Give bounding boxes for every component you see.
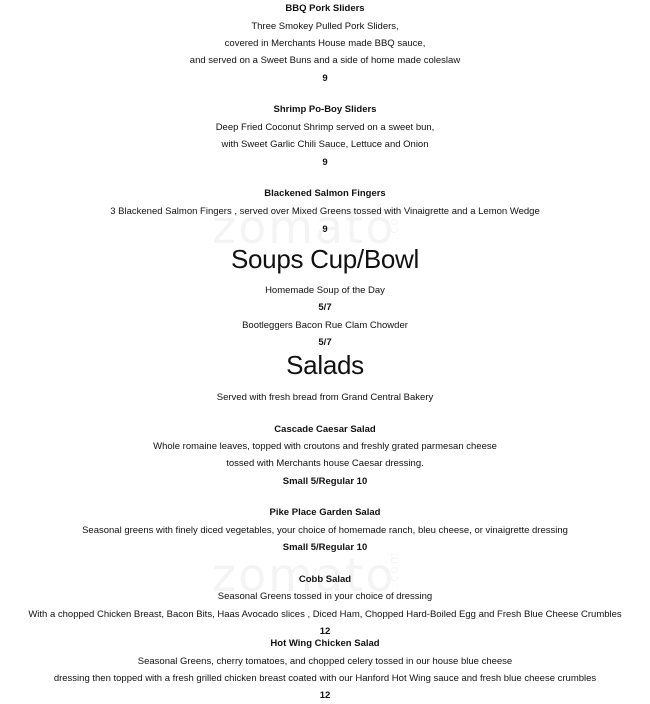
soup-name: Homemade Soup of the Day (265, 285, 385, 296)
item-description: Deep Fried Coconut Shrimp served on a sweet bun, (215, 122, 435, 133)
item-description: Three Smokey Pulled Pork Sliders, (251, 21, 399, 32)
item-price: Small 5/Regular 10 (282, 542, 368, 553)
item-title: Cobb Salad (298, 574, 352, 585)
item-price: 9 (322, 73, 328, 84)
item-description: and served on a Sweet Buns and a side of home made coleslaw (189, 55, 461, 66)
item-description: with Sweet Garlic Chili Sauce, Lettuce and Onion (221, 139, 429, 150)
item-price: 12 (319, 690, 331, 701)
item-description: Seasonal greens with finely diced vegetables, your choice of homemade ranch, bleu cheese, or vinaigrette dressing (82, 525, 568, 536)
item-description: With a chopped Chicken Breast, Bacon Bits, Haas Avocado slices , Diced Ham, Chopped Hard-Boiled Egg and Fresh Blue Cheese Crumbles (28, 609, 622, 620)
item-title: Blackened Salmon Fingers (264, 188, 386, 199)
item-price: 9 (322, 157, 328, 168)
item-description: 3 Blackened Salmon Fingers , served over Mixed Greens tossed with Vinaigrette and a Lemon Wedge (110, 206, 540, 217)
item-description: tossed with Merchants house Caesar dressing. (226, 458, 424, 469)
item-price: 12 (319, 626, 331, 637)
item-title: Pike Place Garden Salad (269, 507, 381, 518)
item-title: Cascade Caesar Salad (274, 424, 376, 435)
item-price: Small 5/Regular 10 (282, 476, 368, 487)
item-title: Hot Wing Chicken Salad (270, 638, 380, 649)
section-heading-soups: Soups Cup/Bowl (230, 244, 420, 274)
item-description: Whole romaine leaves, topped with croutons and freshly grated parmesan cheese (153, 441, 497, 452)
item-price: 9 (322, 224, 328, 235)
item-title: Shrimp Po-Boy Sliders (273, 104, 377, 115)
item-description: Seasonal Greens, cherry tomatoes, and chopped celery tossed in our house blue cheese (137, 656, 513, 667)
item-description: Seasonal Greens tossed in your choice of dressing (217, 591, 433, 602)
soup-price: 5/7 (318, 337, 332, 348)
item-description: dressing then topped with a fresh grilled chicken breast coated with our Hanford Hot Wing sauce and fresh blue cheese crumbles (53, 673, 597, 684)
item-title: BBQ Pork Sliders (285, 3, 365, 14)
salads-note: Served with fresh bread from Grand Central Bakery (216, 392, 434, 403)
section-heading-salads: Salads (286, 350, 364, 380)
item-description: covered in Merchants House made BBQ sauce, (224, 38, 426, 49)
soup-price: 5/7 (318, 302, 332, 313)
soup-name: Bootleggers Bacon Rue Clam Chowder (242, 320, 408, 331)
